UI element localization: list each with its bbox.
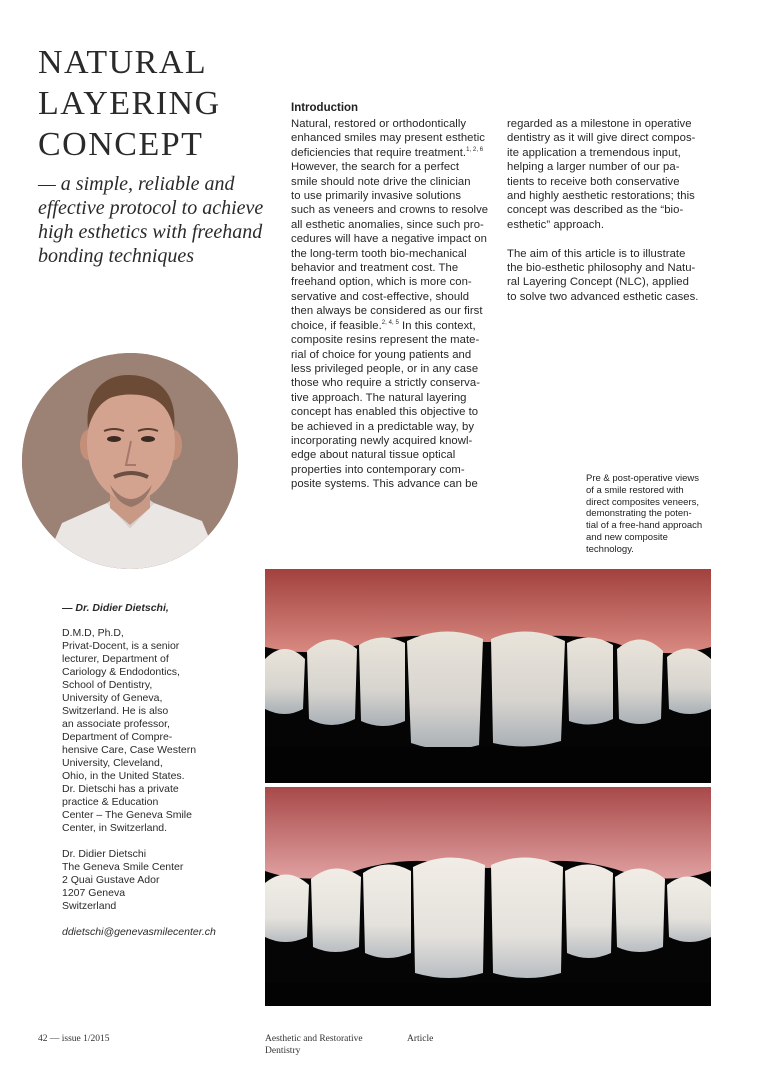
- text-line: enhanced smiles may present esthetic: [291, 132, 485, 145]
- text-line: cedures will have a negative impact on: [291, 233, 487, 246]
- photo-caption: [586, 473, 716, 556]
- caption-line: technology.: [586, 543, 634, 555]
- text-line: the bio-esthetic philosophy and Natu-: [507, 262, 696, 275]
- text-line: rial of choice for young patients and: [291, 348, 472, 361]
- bio-line: Department of Compre-: [62, 731, 173, 743]
- text-line: incorporating newly acquired knowl-: [291, 434, 473, 447]
- article-column-right: [507, 117, 719, 304]
- bio-line: School of Dentistry,: [62, 679, 153, 691]
- text-line: to solve two advanced esthetic cases.: [507, 290, 699, 303]
- text-line: to use primarily invasive solutions: [291, 190, 462, 203]
- bio-line: D.M.D, Ph.D,: [62, 627, 124, 639]
- bio-line: Center, in Switzerland.: [62, 822, 168, 834]
- text-line: dentistry as it will give direct compos-: [507, 132, 696, 145]
- bio-line: Dr. Dietschi has a private: [62, 783, 179, 795]
- bio-line: Switzerland. He is also: [62, 705, 169, 717]
- bio-line: Privat-Docent, is a senior: [62, 640, 180, 652]
- text-line: helping a larger number of our pa-: [507, 161, 680, 174]
- text-line: posite systems. This advance can be: [291, 478, 478, 491]
- title-line-2: LAYERING: [38, 85, 221, 122]
- bio-line: an associate professor,: [62, 718, 170, 730]
- text-line: and highly aesthetic restorations; this: [507, 190, 695, 203]
- bio-line: Cariology & Endodontics,: [62, 666, 180, 678]
- section-heading: Introduction: [291, 102, 359, 114]
- text-line: behavior and treatment cost. The: [291, 262, 459, 275]
- text-line: ral Layering Concept (NLC), applied: [507, 276, 689, 289]
- text-line: composite resins represent the mate-: [291, 334, 480, 347]
- bio-line: Ohio, in the United States.: [62, 770, 185, 782]
- text-line: the long-term tooth bio-mechanical: [291, 247, 467, 260]
- text-line: The aim of this article is to illustrate: [507, 247, 686, 260]
- caption-line: Pre & post-operative views: [586, 473, 699, 484]
- author-bio: [62, 627, 232, 913]
- text-line: then always be considered as our first: [291, 305, 483, 318]
- address-line: 1207 Geneva: [62, 887, 126, 899]
- article-column-left: [291, 117, 499, 492]
- reference-superscript: 2, 4, 5: [381, 319, 399, 326]
- paragraph-spacer: [507, 232, 719, 246]
- footer-page-issue: 42 — issue 1/2015: [38, 1034, 110, 1044]
- author-email[interactable]: ddietschi@genevasmilecenter.ch: [62, 926, 216, 938]
- text-line: tients to receive both conservative: [507, 175, 680, 188]
- text-line: properties into contemporary com-: [291, 463, 465, 476]
- text-line: esthetic” approach.: [507, 218, 605, 231]
- article-subtitle: — a simple, reliable and effective protocol to achieve high esthetics with freehand bonding techniques: [38, 173, 264, 267]
- text-line: edge about natural tissue optical: [291, 449, 456, 462]
- author-portrait: [22, 353, 238, 569]
- address-line: Switzerland: [62, 900, 117, 912]
- text-line: However, the search for a perfect: [291, 161, 460, 174]
- text-line: all esthetic anomalies, since such pro-: [291, 218, 484, 231]
- article-title: [38, 42, 268, 165]
- caption-line: direct composites veneers,: [586, 496, 699, 508]
- bio-line: practice & Education: [62, 796, 159, 808]
- caption-line: of a smile restored with: [586, 484, 684, 496]
- post-operative-photo: [265, 787, 711, 1006]
- text-line: freehand option, which is more con-: [291, 276, 472, 289]
- text-line: smile should note drive the clinician: [291, 175, 471, 188]
- bio-line: University of Geneva,: [62, 692, 163, 704]
- caption-line: and new composite: [586, 531, 668, 543]
- caption-line: demonstrating the poten-: [586, 508, 692, 520]
- text-line: tive approach. The natural layering: [291, 391, 467, 404]
- bio-line: hensive Care, Case Western: [62, 744, 197, 756]
- address-line: 2 Quai Gustave Ador: [62, 874, 160, 886]
- text-line: such as veneers and crowns to resolve: [291, 204, 489, 217]
- text-line: servative and cost-effective, should: [291, 290, 470, 303]
- text-line: those who require a strictly conserva-: [291, 377, 481, 390]
- reference-superscript: 1, 2, 6: [466, 147, 484, 154]
- address-line: Dr. Didier Dietschi: [62, 848, 147, 860]
- pre-operative-photo: [265, 569, 711, 783]
- text-line: be achieved in a predictable way, by: [291, 420, 475, 433]
- text-line: [291, 319, 499, 333]
- bio-line: lecturer, Department of: [62, 653, 169, 665]
- text-line: concept has enabled this objective to: [291, 406, 479, 419]
- bio-line: University, Cleveland,: [62, 757, 163, 769]
- text-line: Natural, restored or orthodontically: [291, 118, 467, 130]
- author-info: [62, 602, 232, 939]
- title-line-3: CONCEPT: [38, 126, 204, 163]
- title-line-1: NATURAL: [38, 44, 208, 81]
- text-fragment: choice, if feasible.: [291, 319, 382, 332]
- text-line: less privileged people, or in any case: [291, 362, 479, 375]
- caption-line: tial of a free-hand approach: [586, 520, 703, 532]
- text-line: ite application a tremendous input,: [507, 146, 681, 159]
- author-name: — Dr. Didier Dietschi,: [62, 602, 169, 614]
- text-line: [291, 146, 499, 160]
- bio-line: Center – The Geneva Smile: [62, 809, 192, 821]
- footer-journal-name: Aesthetic and Restorative Dentistry: [265, 1034, 363, 1056]
- text-fragment: In this context,: [398, 319, 476, 332]
- text-fragment: deficiencies that require treatment.: [291, 146, 467, 159]
- footer-section: Article: [407, 1034, 434, 1044]
- address-line: The Geneva Smile Center: [62, 861, 184, 873]
- text-line: concept was described as the “bio-: [507, 204, 684, 217]
- text-line: regarded as a milestone in operative: [507, 118, 692, 130]
